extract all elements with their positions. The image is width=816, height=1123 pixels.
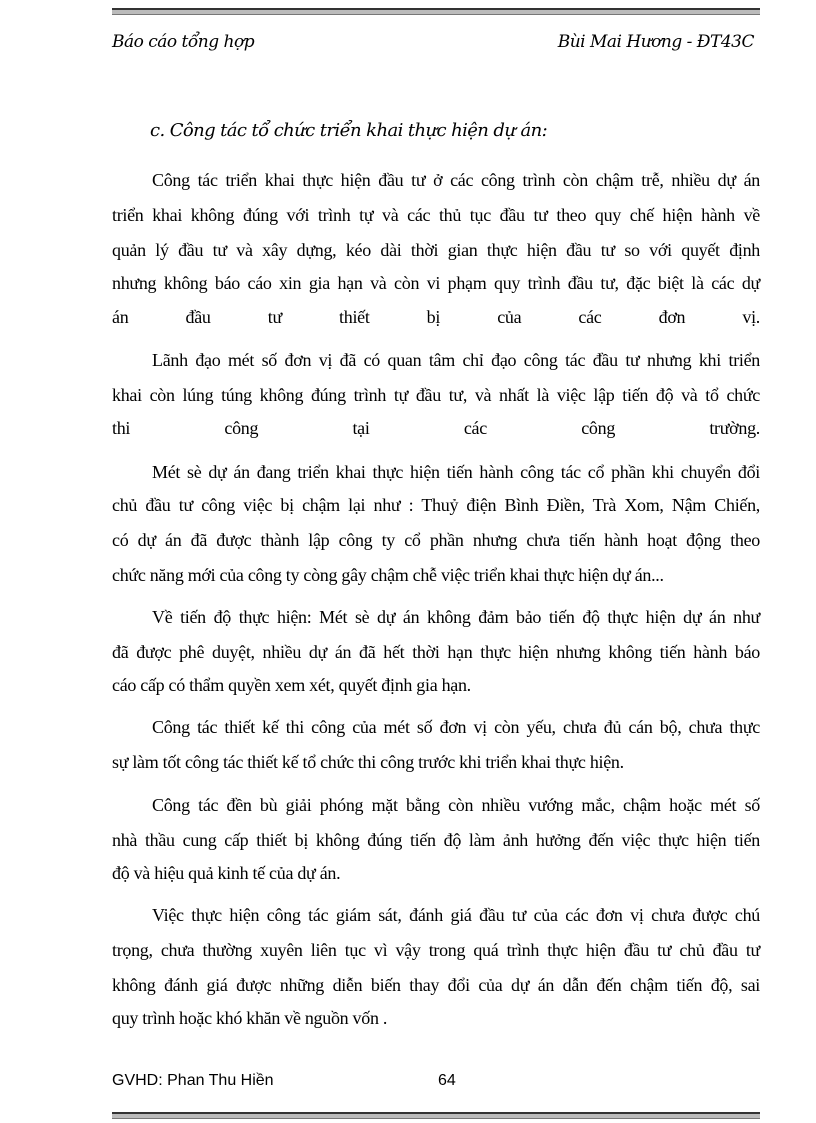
paragraph-line: án đầu tư thiết bị của các đơn vị. — [112, 307, 760, 327]
paragraph-line: thi công tại các công trường. — [112, 418, 760, 438]
paragraph-line: Việc thực hiện công tác giám sát, đánh giá đầu tư của các đơn vị chưa được chú — [152, 905, 760, 925]
paragraph-line: chức năng mới của công ty còng gây chậm chễ việc triển khai thực hiện dự án... — [112, 565, 664, 585]
paragraph-line: không đánh giá được những diễn biến thay đổi của dự án dẫn đến chậm tiến độ, sai — [112, 975, 760, 995]
paragraph-line: sự làm tốt công tác thiết kế tổ chức thi công trước khi triển khai thực hiện. — [112, 752, 624, 772]
section-heading: c. Công tác tổ chức triển khai thực hiện dự án: — [150, 120, 548, 141]
footer-rule — [112, 1112, 760, 1119]
paragraph-line: chủ đầu tư công việc bị chậm lại như : Thuỷ điện Bình Điền, Trà Xom, Nậm Chiến, — [112, 495, 760, 515]
page-number: 64 — [438, 1072, 456, 1089]
paragraph-line: Mét sè dự án đang triển khai thực hiện tiến hành công tác cổ phần khi chuyển đổi — [152, 462, 760, 482]
paragraph-line: cáo cấp có thẩm quyền xem xét, quyết định gia hạn. — [112, 675, 471, 695]
paragraph-line: có dự án đã được thành lập công ty cổ phần nhưng chưa tiến hành hoạt động theo — [112, 530, 760, 550]
paragraph-line: quản lý đầu tư và xây dựng, kéo dài thời gian thực hiện đầu tư so với quyết định — [112, 240, 760, 260]
paragraph-line: Lãnh đạo mét số đơn vị đã có quan tâm chỉ đạo công tác đầu tư nhưng khi triển — [152, 350, 760, 370]
paragraph-line: nhà thầu cung cấp thiết bị không đúng tiến độ làm ảnh hưởng đến việc thực hiện tiến — [112, 830, 760, 850]
paragraph-line: Công tác thiết kế thi công của mét số đơn vị còn yếu, chưa đủ cán bộ, chưa thực — [152, 717, 760, 737]
header-rule — [112, 8, 760, 15]
paragraph-line: Về tiến độ thực hiện: Mét sè dự án không đảm bảo tiến độ thực hiện dự án như — [152, 607, 760, 627]
paragraph-line: quy trình hoặc khó khăn về nguồn vốn . — [112, 1008, 388, 1028]
paragraph-line: nhưng không báo cáo xin gia hạn và còn vi phạm quy trình đầu tư, đặc biệt là các dự — [112, 273, 760, 293]
header-right: Bùi Mai Hương - ĐT43C — [557, 32, 754, 52]
paragraph-line: Công tác triển khai thực hiện đầu tư ở các công trình còn chậm trễ, nhiều dự án — [152, 170, 760, 190]
paragraph-line: Công tác đền bù giải phóng mặt bằng còn nhiều vướng mắc, chậm hoặc mét số — [152, 795, 760, 815]
paragraph-line: khai còn lúng túng không đúng trình tự đầu tư, và nhất là việc lập tiến độ và tổ chức — [112, 385, 760, 405]
paragraph-line: độ và hiệu quả kinh tế của dự án. — [112, 863, 341, 883]
paragraph-line: trọng, chưa thường xuyên liên tục vì vậy trong quá trình thực hiện đầu tư chủ đầu tư — [112, 940, 760, 960]
paragraph-line: triển khai không đúng với trình tự và các thủ tục đầu tư theo quy chế hiện hành về — [112, 205, 760, 225]
header-left: Báo cáo tổng hợp — [112, 32, 255, 52]
footer-advisor: GVHD: Phan Thu Hiền — [112, 1072, 274, 1089]
paragraph-line: đã được phê duyệt, nhiều dự án đã hết thời hạn thực hiện nhưng không tiến hành báo — [112, 642, 760, 662]
